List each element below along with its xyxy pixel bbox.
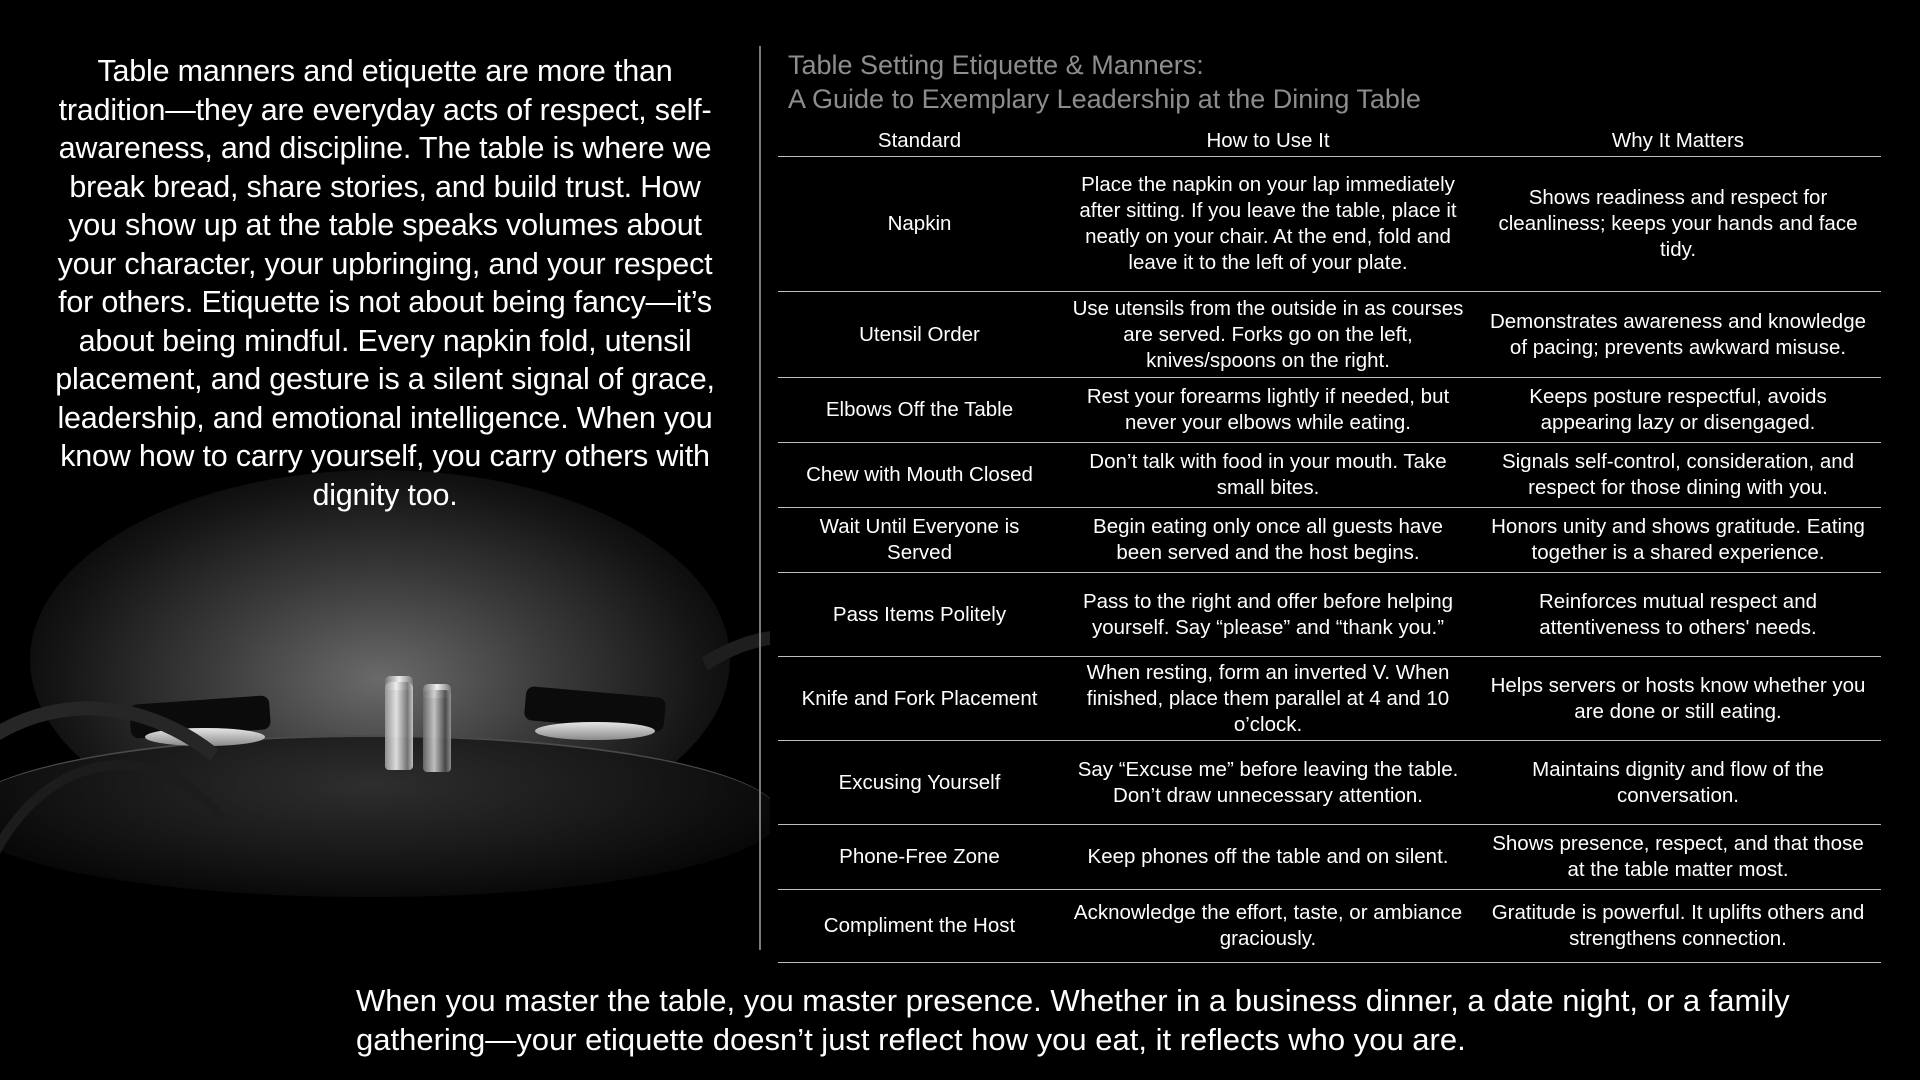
cell-why: Helps servers or hosts know whether you are done or still eating.: [1475, 657, 1881, 741]
cell-standard: Compliment the Host: [778, 890, 1061, 963]
cell-how: Keep phones off the table and on silent.: [1061, 825, 1475, 890]
cell-why: Demonstrates awareness and knowledge of pacing; prevents awkward misuse.: [1475, 292, 1881, 378]
cell-why: Keeps posture respectful, avoids appearing lazy or disengaged.: [1475, 378, 1881, 443]
table-row: [778, 657, 1881, 741]
table-row: [778, 508, 1881, 573]
table-row: [778, 292, 1881, 378]
cell-why: Honors unity and shows gratitude. Eating together is a shared experience.: [1475, 508, 1881, 573]
guide-subtitle: A Guide to Exemplary Leadership at the Dining Table: [788, 84, 1421, 114]
table-row: [778, 890, 1881, 963]
cell-standard: Knife and Fork Placement: [778, 657, 1061, 741]
cell-why: Reinforces mutual respect and attentiveness to others' needs.: [1475, 573, 1881, 657]
cell-standard: Elbows Off the Table: [778, 378, 1061, 443]
cell-why: Signals self-control, consideration, and respect for those dining with you.: [1475, 443, 1881, 508]
closing-statement: When you master the table, you master presence. Whether in a business dinner, a date night, or a family gathering—your etiquette doesn’t just reflect how you eat, it reflects who you are.: [356, 983, 1790, 1057]
cell-why: Shows readiness and respect for cleanliness; keeps your hands and face tidy.: [1475, 157, 1881, 292]
cell-standard: Chew with Mouth Closed: [778, 443, 1061, 508]
table-row: [778, 157, 1881, 292]
cell-how: Pass to the right and offer before helping yourself. Say “please” and “thank you.”: [1061, 573, 1475, 657]
cell-why: Gratitude is powerful. It uplifts others and strengthens connection.: [1475, 890, 1881, 963]
header-standard: Standard: [778, 126, 1061, 157]
cell-how: Use utensils from the outside in as courses are served. Forks go on the left, knives/spoons on the right.: [1061, 292, 1475, 378]
table-row: [778, 741, 1881, 825]
intro-paragraph: Table manners and etiquette are more than tradition—they are everyday acts of respect, self-awareness, and discipline. The table is where we break bread, share stories, and build trust. How you show up at the table speaks volumes about your character, your upbringing, and your respect for others. Etiquette is not about being fancy—it’s about being mindful. Every napkin fold, utensil placement, and gesture is a silent signal of grace, leadership, and emotional intelligence. When you know how to carry yourself, you carry others with dignity too.: [55, 54, 715, 512]
cell-how: Don’t talk with food in your mouth. Take small bites.: [1061, 443, 1475, 508]
table-row: [778, 378, 1881, 443]
cell-standard: Napkin: [778, 157, 1061, 292]
table-row: [778, 443, 1881, 508]
table-row: [778, 825, 1881, 890]
cell-standard: Phone-Free Zone: [778, 825, 1061, 890]
header-why-it-matters: Why It Matters: [1475, 126, 1881, 157]
cell-standard: Pass Items Politely: [778, 573, 1061, 657]
header-how-to-use: How to Use It: [1061, 126, 1475, 157]
vertical-divider: [759, 46, 761, 950]
cell-how: When resting, form an inverted V. When finished, place them parallel at 4 and 10 o’clock.: [1061, 657, 1475, 741]
cell-how: Acknowledge the effort, taste, or ambiance graciously.: [1061, 890, 1475, 963]
cell-how: Place the napkin on your lap immediately after sitting. If you leave the table, place it neatly on your chair. At the end, fold and leave it to the left of your plate.: [1061, 157, 1475, 292]
cell-how: Begin eating only once all guests have been served and the host begins.: [1061, 508, 1475, 573]
cell-how: Say “Excuse me” before leaving the table. Don’t draw unnecessary attention.: [1061, 741, 1475, 825]
cell-why: Shows presence, respect, and that those at the table matter most.: [1475, 825, 1881, 890]
table-header-row: [778, 126, 1881, 157]
pepper-shaker: [423, 690, 451, 772]
cell-why: Maintains dignity and flow of the conversation.: [1475, 741, 1881, 825]
salt-shaker: [385, 682, 413, 770]
cell-standard: Excusing Yourself: [778, 741, 1061, 825]
etiquette-table: [778, 126, 1881, 963]
cell-standard: Utensil Order: [778, 292, 1061, 378]
cell-standard: Wait Until Everyone is Served: [778, 508, 1061, 573]
cell-how: Rest your forearms lightly if needed, but never your elbows while eating.: [1061, 378, 1475, 443]
guide-title: Table Setting Etiquette & Manners:: [788, 50, 1204, 80]
table-row: [778, 573, 1881, 657]
